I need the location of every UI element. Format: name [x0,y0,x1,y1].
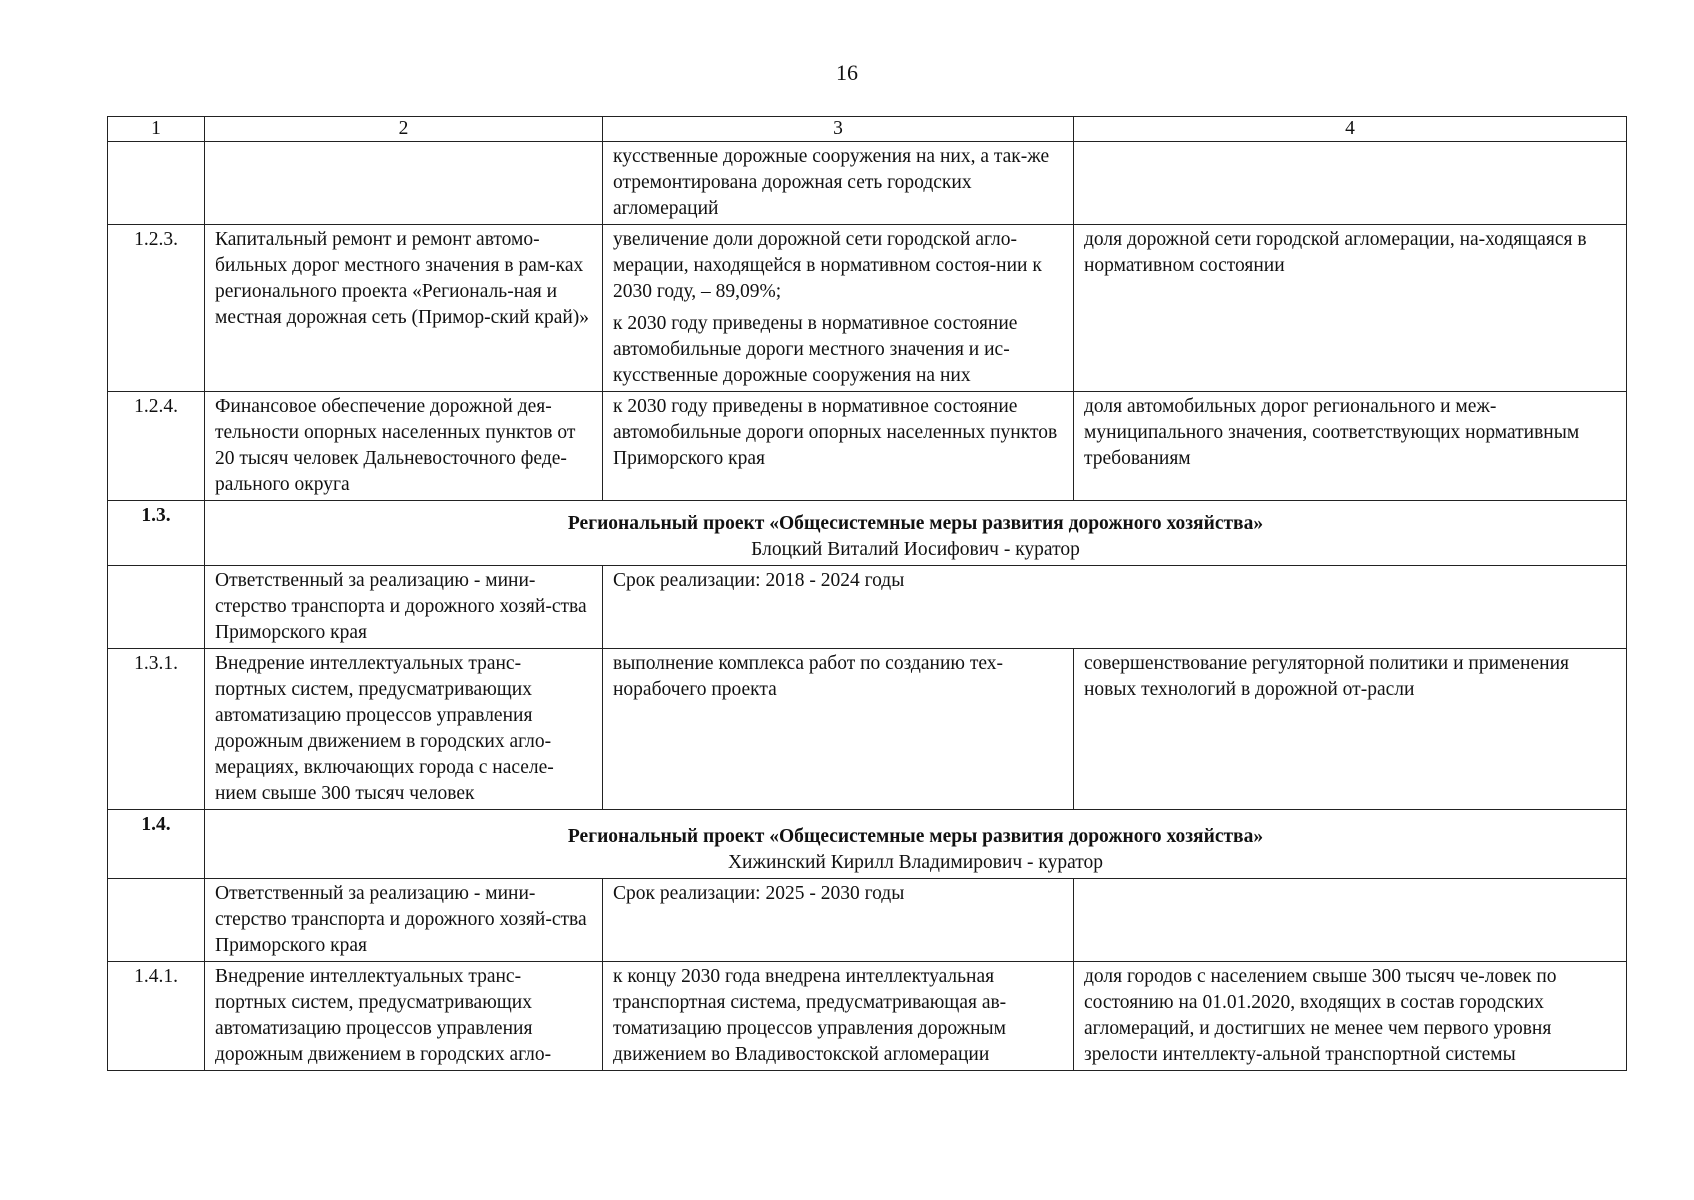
header-col-1: 1 [108,117,205,142]
row-number [108,879,205,962]
table-row-1-2-3 [108,225,1627,392]
activity-cell: Капитальный ремонт и ремонт автомо-бильных дорог местного значения в рам-ках регионального проекта «Региональ-ная и местная дорожная сеть (Примор-ский край)» [205,225,603,392]
result-cell [603,225,1074,392]
indicator-cell: совершенствование регуляторной политики и применения новых технологий в дорожной от-расли [1074,649,1627,810]
result-cell: выполнение комплекса работ по созданию тех-норабочего проекта [603,649,1074,810]
indicator-cell [1074,142,1627,225]
page-number: 16 [836,60,858,85]
project-heading-cell [205,501,1627,566]
responsibility-row-1-4 [108,879,1627,962]
header-col-2: 2 [205,117,603,142]
activity-cell: Внедрение интеллектуальных транс-портных систем, предусматривающих автоматизацию процессов управления дорожным движением в городских агло-мерациях, включающих города с населе-нием свыше 300 тысяч человек [205,649,603,810]
table-row-1-2-4 [108,392,1627,501]
table-row-1-4-1 [108,962,1627,1071]
activity-cell [205,142,603,225]
project-curator: Хижинский Кирилл Владимирович - куратор [727,852,1104,873]
project-heading-cell [205,810,1627,879]
indicator-cell [1074,879,1627,962]
header-col-4: 4 [1074,117,1627,142]
activity-cell: Внедрение интеллектуальных транс-портных систем, предусматривающих автоматизацию процессов управления дорожным движением в городских агло- [205,962,603,1071]
indicator-cell: доля автомобильных дорог регионального и меж-муниципального значения, соответствующих нормативным требованиям [1074,392,1627,501]
indicator-cell: доля городов с населением свыше 300 тысяч че-ловек по состоянию на 01.01.2020, входящих в состав городских агломераций, и достигших не менее чем первого уровня зрелости интеллекту-альной транспортной системы [1074,962,1627,1071]
result-cell: кусственные дорожные сооружения на них, а так-же отремонтирована дорожная сеть городских агломераций [603,142,1074,225]
row-number [108,142,205,225]
implementation-period-cell: Срок реализации: 2025 - 2030 годы [603,879,1074,962]
row-number: 1.4.1. [108,962,205,1071]
row-number: 1.2.3. [108,225,205,392]
result-paragraph: к 2030 году приведены в нормативное состояние автомобильные дороги местного значения и ис-кусственные дорожные сооружения на них [613,313,1018,386]
table-row-continuation [108,142,1627,225]
responsible-cell: Ответственный за реализацию - мини-стерство транспорта и дорожного хозяй-ства Приморского края [205,879,603,962]
implementation-period-cell: Срок реализации: 2018 - 2024 годы [603,566,1627,649]
row-number [108,566,205,649]
activities-table [107,116,1627,1071]
responsibility-row-1-3 [108,566,1627,649]
row-number: 1.2.4. [108,392,205,501]
row-number: 1.3. [108,501,205,566]
project-title: Региональный проект «Общесистемные меры развития дорожного хозяйства» [567,513,1264,534]
project-curator: Блоцкий Виталий Иосифович - куратор [751,539,1080,560]
project-row-1-4 [108,810,1627,879]
result-cell: к 2030 году приведены в нормативное состояние автомобильные дороги опорных населенных пунктов Приморского края [603,392,1074,501]
header-col-3: 3 [603,117,1074,142]
project-row-1-3 [108,501,1627,566]
activity-cell: Финансовое обеспечение дорожной дея-тельности опорных населенных пунктов от 20 тысяч человек Дальневосточного феде-рального округа [205,392,603,501]
result-cell: к концу 2030 года внедрена интеллектуальная транспортная система, предусматривающая ав-томатизацию процессов управления дорожным движением во Владивостокской агломерации [603,962,1074,1071]
project-title: Региональный проект «Общесистемные меры развития дорожного хозяйства» [567,826,1264,847]
result-paragraph: увеличение доли дорожной сети городской агло-мерации, находящейся в нормативном состоя-нии к 2030 году, – 89,09%; [613,229,1042,302]
table-row-1-3-1 [108,649,1627,810]
indicator-cell: доля дорожной сети городской агломерации, на-ходящаяся в нормативном состоянии [1074,225,1627,392]
row-number: 1.3.1. [108,649,205,810]
responsible-cell: Ответственный за реализацию - мини-стерство транспорта и дорожного хозяй-ства Приморского края [205,566,603,649]
row-number: 1.4. [108,810,205,879]
table-header-row [108,117,1627,142]
